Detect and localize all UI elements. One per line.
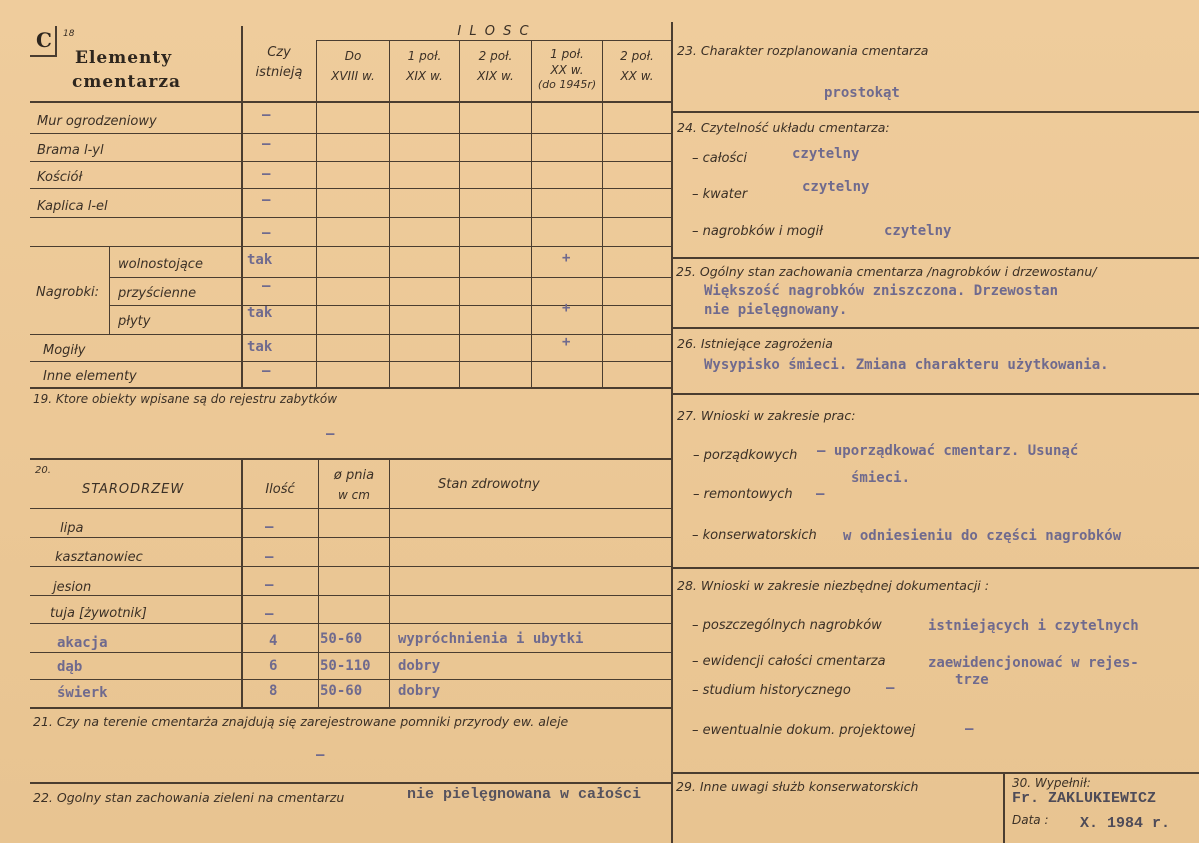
q27-remontowych: – remontowych [693, 487, 793, 502]
col-2pol-xix-w: XIX w. [477, 69, 514, 83]
q19-label: 19. Ktore obiekty wpisane są do rejestru zabytków [33, 392, 338, 406]
center-divider [671, 22, 673, 843]
q27-porzadkowych-value2: śmieci. [851, 470, 911, 486]
grid-line [531, 40, 532, 388]
grid-line [30, 537, 672, 538]
grid-line [389, 40, 390, 388]
q30-date-label: Data : [1012, 813, 1049, 827]
section-title-line2: cmentarza [72, 72, 182, 92]
grid-line [30, 387, 672, 389]
row-value-mogily: tak [247, 339, 273, 355]
grid-line [30, 246, 672, 247]
col-1pol-xix: 1 poł. [407, 49, 442, 63]
grid-line [672, 567, 1199, 569]
q28-label: 28. Wnioski w zakresie niezbędnej dokumentacji : [677, 578, 989, 593]
tree-count: — [265, 549, 274, 565]
row-label-inne: Inne elementy [43, 369, 137, 384]
q28-ewidencji-value: zaewidencjonować w rejes- [928, 655, 1139, 671]
q24-kwater: – kwater [692, 187, 748, 202]
tree-condition: dobry [398, 658, 441, 674]
q24-calosci-value: czytelny [792, 146, 860, 162]
q26-label: 26. Istniejące zagrożenia [677, 336, 833, 351]
col-2pol-xx-w: XX w. [620, 69, 654, 83]
tree-condition: dobry [398, 683, 441, 699]
tree-count: 4 [269, 633, 278, 649]
q28-poszczegolnych: – poszczególnych nagrobków [692, 618, 882, 633]
tree-name: kasztanowiec [55, 550, 143, 565]
q27-porzadkowych: – porządkowych [693, 448, 798, 463]
q30-label: 30. Wypełnił: [1012, 776, 1091, 790]
q20-title: STARODRZEW [82, 482, 185, 497]
grid-line [30, 566, 672, 567]
grid-line [30, 508, 672, 509]
grid-line [672, 257, 1199, 259]
q29-label: 29. Inne uwagi służb konserwatorskich [676, 779, 919, 794]
tree-count: 8 [269, 683, 278, 699]
q23-value: prostokąt [824, 85, 900, 101]
grid-line [30, 161, 672, 162]
q25-value-line1: Większość nagrobków zniszczona. Drzewostan [704, 283, 1059, 299]
col-1pol-xix-w: XIX w. [406, 69, 443, 83]
grid-line [316, 40, 317, 388]
tree-name: tuja [żywotnik] [50, 606, 147, 621]
q26-value: Wysypisko śmieci. Zmiana charakteru użytkowania. [704, 357, 1109, 373]
q28-projektowej: – ewentualnie dokum. projektowej [692, 723, 916, 738]
row-label-przyscienne: przyścienne [118, 286, 197, 301]
row-label-kosciol: Kościół [37, 170, 83, 185]
row-value-kosciol: — [262, 166, 271, 182]
col-czy: Czy [267, 45, 291, 60]
grid-line [30, 334, 672, 335]
q30-date-value: X. 1984 r. [1080, 815, 1171, 832]
code-box-line [30, 55, 56, 57]
col-1pol-xx-w: XX w. [550, 63, 584, 77]
grid-line [672, 327, 1199, 329]
tree-name: dąb [57, 659, 83, 675]
q24-label: 24. Czytelność układu cmentarza: [677, 120, 890, 135]
q27-remontowych-value: – [816, 486, 825, 502]
row-label-brama: Brama l-yl [37, 143, 104, 158]
grid-line [602, 40, 603, 388]
q24-nagrobkow: – nagrobków i mogił [692, 224, 823, 239]
col-1pol-xx-1945: (do 1945r) [537, 78, 597, 91]
q20-col-pnia: ø pnia [333, 468, 375, 483]
q25-label: 25. Ogólny stan zachowania cmentarza /nagrobków i drzewostanu/ [676, 264, 1097, 279]
row-value-plyty: tak [247, 305, 273, 321]
row-label-nagrobki: Nagrobki: [36, 285, 100, 300]
tree-name: akacja [57, 635, 108, 651]
q20-col-stan: Stan zdrowotny [438, 477, 540, 492]
row-label-mogily: Mogiły [43, 343, 86, 358]
section-title-line1: Elementy [75, 48, 173, 68]
q30-value: Fr. ZAKLUKIEWICZ [1012, 790, 1157, 807]
grid-line [672, 111, 1199, 113]
q24-kwater-value: czytelny [802, 179, 870, 195]
tree-diameter: 50-60 [320, 683, 363, 699]
grid-line [30, 101, 672, 103]
q21-value: — [316, 747, 325, 763]
row-value-inne: — [262, 363, 271, 379]
q22-value: nie pielęgnowana w całości [407, 786, 642, 803]
q28-studium-value: – [886, 680, 895, 696]
q22-label: 22. Ogolny stan zachowania zieleni na cmentarzu [33, 790, 345, 805]
tree-name: lipa [60, 521, 84, 536]
q28-ewidencji: – ewidencji całości cmentarza [692, 654, 886, 669]
tree-count: — [265, 606, 274, 622]
row-mark-plyty: + [562, 300, 571, 316]
grid-line [30, 133, 672, 134]
grid-line [30, 188, 672, 189]
q20-col-wcm: w cm [338, 488, 370, 502]
row-mark-wolnostojace: + [562, 250, 571, 266]
grid-line [30, 623, 672, 624]
code-box-line [55, 26, 57, 57]
tree-count: 6 [269, 658, 278, 674]
q27-label: 27. Wnioski w zakresie prac: [677, 408, 856, 423]
row-value-blank: — [262, 225, 271, 241]
grid-line [1003, 772, 1005, 843]
grid-line [30, 782, 672, 784]
tree-name: świerk [57, 685, 108, 701]
grid-line [316, 40, 672, 41]
grid-line [30, 595, 672, 596]
grid-line [672, 393, 1199, 395]
row-label-plyty: płyty [118, 314, 151, 329]
q25-value-line2: nie pielęgnowany. [704, 302, 848, 318]
q24-nagrobkow-value: czytelny [884, 223, 952, 239]
col-istnieja: istnieją [255, 65, 303, 80]
grid-line [109, 277, 672, 278]
grid-line [30, 652, 672, 653]
q27-konserwatorskich-value: w odniesieniu do części nagrobków [843, 528, 1122, 544]
tree-condition: wypróchnienia i ubytki [398, 631, 584, 647]
q20-col-ilosc: Ilość [265, 482, 295, 497]
row-value-kaplica: — [262, 192, 271, 208]
q23-label: 23. Charakter rozplanowania cmentarza [677, 43, 929, 58]
tree-diameter: 50-60 [320, 631, 363, 647]
card-code-number: 18 [63, 29, 75, 39]
tree-count: — [265, 577, 274, 593]
grid-line [672, 772, 1199, 774]
q28-projektowej-value: – [965, 721, 974, 737]
q28-ewidencji-value2: trze [955, 672, 989, 688]
row-label-mur: Mur ogrodzeniowy [37, 114, 157, 129]
row-value-wolnostojace: tak [247, 252, 273, 268]
q20-number: 20. [35, 465, 51, 476]
q27-konserwatorskich: – konserwatorskich [692, 528, 817, 543]
row-value-przyscienne: — [262, 278, 271, 294]
grid-line [30, 707, 672, 709]
q28-studium: – studium historycznego [692, 683, 851, 698]
tree-diameter: 50-110 [320, 658, 371, 674]
row-value-brama: — [262, 136, 271, 152]
grid-line [30, 361, 672, 362]
col-2pol-xx: 2 poł. [620, 49, 654, 63]
grid-line [30, 217, 672, 218]
grid-line [30, 679, 672, 680]
grid-line [109, 246, 110, 334]
grid-line [30, 458, 672, 460]
col-1pol-xx: 1 poł. [550, 47, 584, 61]
row-label-kaplica: Kaplica l-el [37, 199, 108, 214]
q28-poszczegolnych-value: istniejących i czytelnych [928, 618, 1139, 634]
q27-porzadkowych-value: – uporządkować cmentarz. Usunąć [817, 443, 1079, 459]
col-2pol-xix: 2 poł. [478, 49, 513, 63]
grid-line [109, 305, 672, 306]
tree-count: — [265, 519, 274, 535]
grid-line [459, 40, 460, 388]
row-label-wolnostojace: wolnostojące [118, 257, 203, 272]
row-mark-mogily: + [562, 334, 571, 350]
col-ilosc: I L O S C [457, 24, 531, 39]
q19-value: — [326, 426, 335, 442]
q24-calosci: – całości [692, 151, 747, 166]
q21-label: 21. Czy na terenie cmentarża znajdują się zarejestrowane pomniki przyrody ew. aleje [33, 714, 569, 729]
col-do-xviii: XVIII w. [331, 69, 375, 83]
grid-line [389, 458, 390, 708]
col-do: Do [344, 49, 362, 63]
card-code: C [36, 28, 52, 52]
row-value-mur: — [262, 107, 271, 123]
tree-name: jesion [53, 580, 92, 595]
